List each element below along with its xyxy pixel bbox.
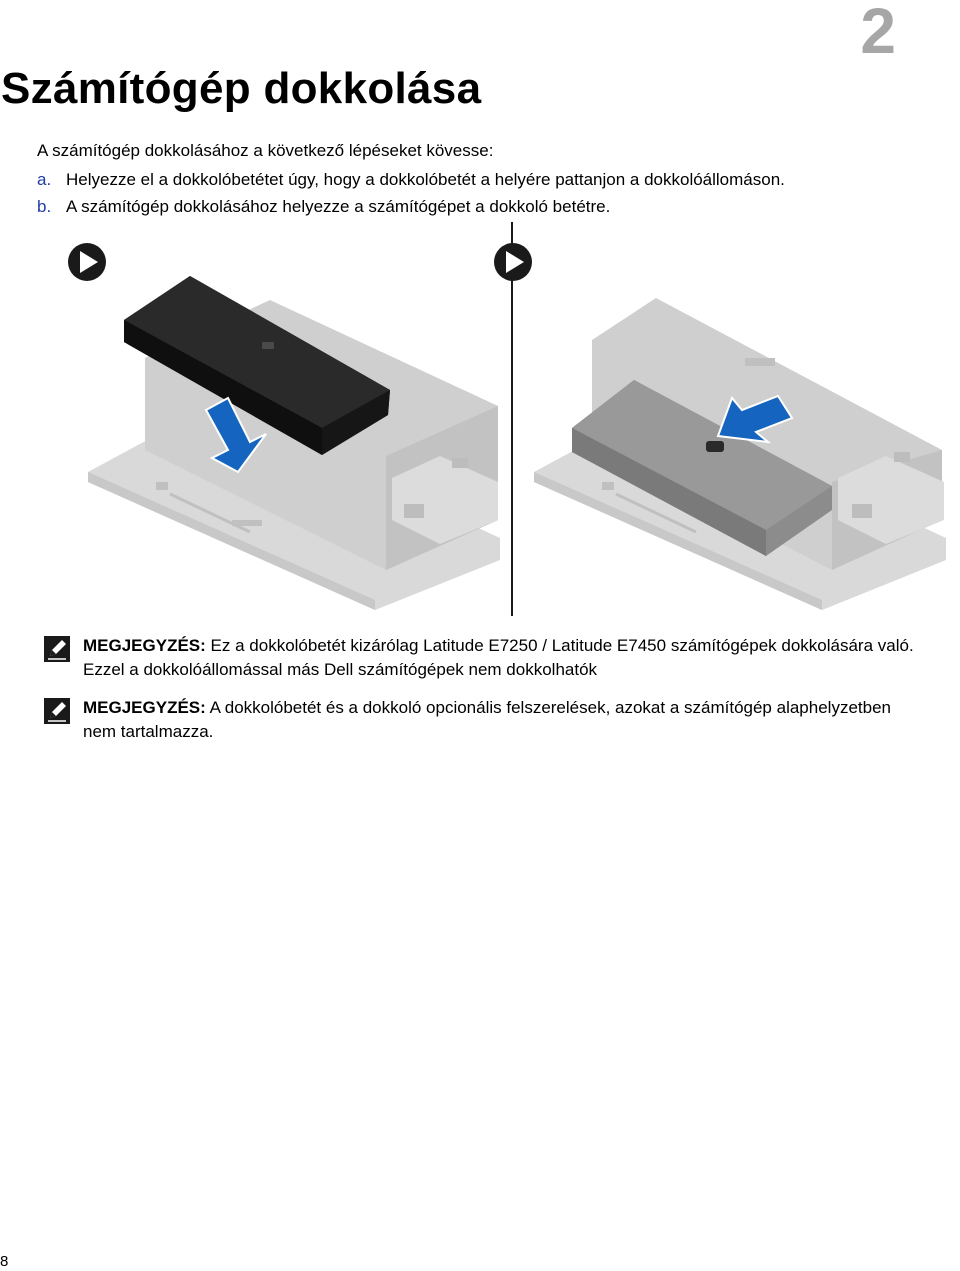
step-text: Helyezze el a dokkolóbetétet úgy, hogy a dokkolóbetét a helyére pattanjon a dokkolóállomáson. bbox=[66, 170, 785, 189]
page-title: Számítógép dokkolása bbox=[1, 64, 482, 113]
intro-text: A számítógép dokkolásához a következő lépéseket kövesse: bbox=[37, 141, 494, 160]
note-label: MEGJEGYZÉS: bbox=[83, 636, 206, 655]
note bbox=[44, 634, 924, 682]
note-text bbox=[83, 634, 924, 682]
step-marker: a. bbox=[37, 170, 52, 189]
pencil-note-icon bbox=[44, 698, 70, 724]
note-body: A dokkolóbetét és a dokkoló opcionális felszerelések, azokat a számítógép alaphelyzetben nem tartalmazza. bbox=[83, 698, 891, 741]
pencil-note-icon bbox=[44, 636, 70, 662]
note-text bbox=[83, 696, 924, 744]
chapter-number: 2 bbox=[860, 0, 896, 67]
docking-illustration bbox=[0, 220, 960, 620]
note-body: Ez a dokkolóbetét kizárólag Latitude E7250 / Latitude E7450 számítógépek dokkolására való. Ezzel a dokkolóállomással más Dell számítógépek nem dokkolhatók bbox=[83, 636, 914, 679]
play-step-icon bbox=[494, 243, 532, 281]
page-number: 8 bbox=[0, 1253, 9, 1270]
note bbox=[44, 696, 924, 744]
step-item bbox=[37, 170, 785, 197]
step-marker: b. bbox=[37, 197, 52, 216]
play-step-icon bbox=[68, 243, 106, 281]
step-list bbox=[37, 170, 785, 224]
note-label: MEGJEGYZÉS: bbox=[83, 698, 206, 717]
step-text: A számítógép dokkolásához helyezze a számítógépet a dokkoló betétre. bbox=[66, 197, 611, 216]
